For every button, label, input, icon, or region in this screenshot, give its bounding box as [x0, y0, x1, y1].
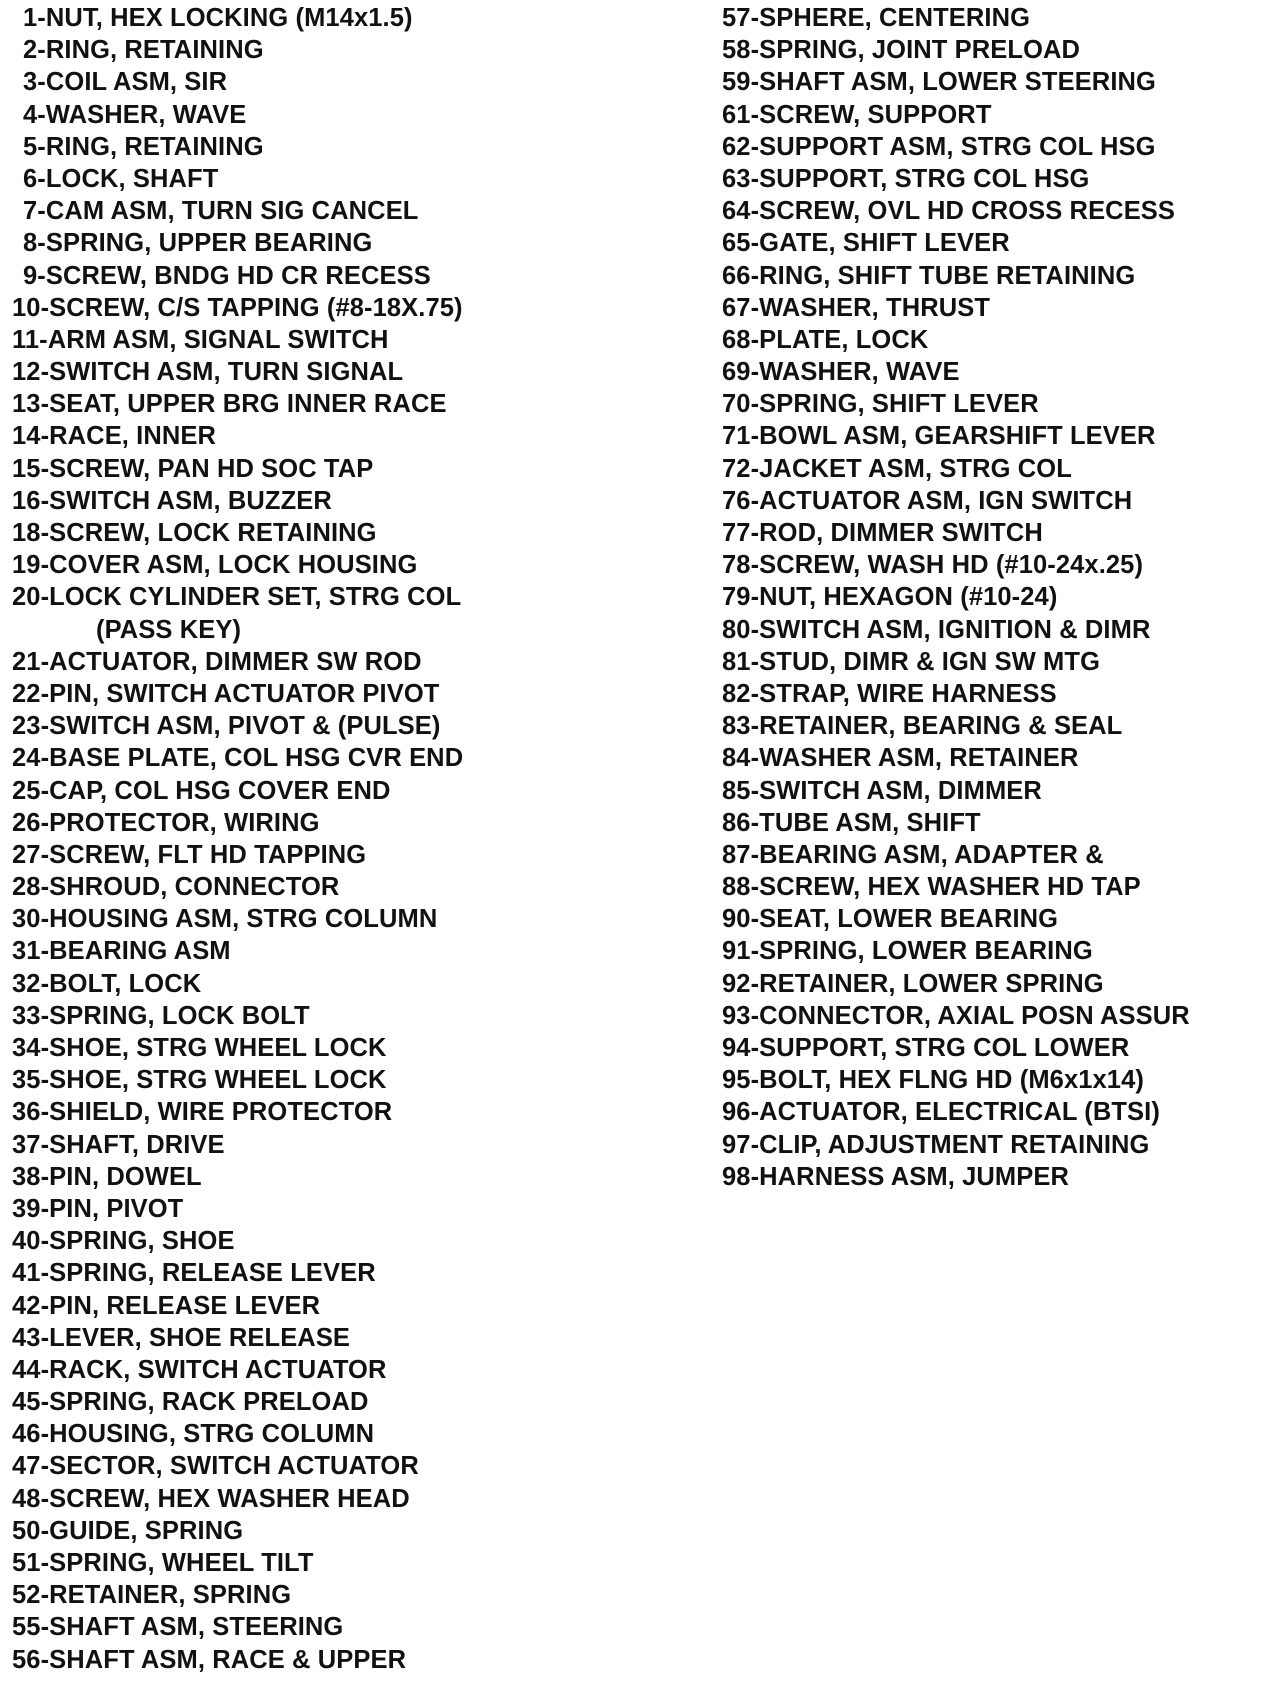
part-entry-continuation: (PASS KEY): [96, 615, 242, 644]
part-entry: 57-SPHERE, CENTERING: [722, 4, 1031, 32]
part-entry: 40-SPRING, SHOE: [12, 1227, 235, 1256]
part-entry: 96-ACTUATOR, ELECTRICAL (BTSI): [722, 1098, 1160, 1127]
part-entry: 35-SHOE, STRG WHEEL LOCK: [12, 1066, 387, 1095]
part-entry: 44-RACK, SWITCH ACTUATOR: [12, 1355, 387, 1384]
part-entry: 37-SHAFT, DRIVE: [12, 1130, 225, 1159]
part-entry: 46-HOUSING, STRG COLUMN: [12, 1420, 375, 1449]
part-entry: 9-SCREW, BNDG HD CR RECESS: [23, 261, 431, 290]
part-entry: 3-COIL ASM, SIR: [23, 68, 228, 97]
part-entry: 22-PIN, SWITCH ACTUATOR PIVOT: [12, 679, 440, 708]
part-entry: 33-SPRING, LOCK BOLT: [12, 1001, 310, 1030]
part-entry: 98-HARNESS ASM, JUMPER: [722, 1162, 1069, 1191]
part-entry: 19-COVER ASM, LOCK HOUSING: [12, 551, 418, 580]
part-entry: 90-SEAT, LOWER BEARING: [722, 905, 1059, 934]
part-entry: 69-WASHER, WAVE: [722, 358, 960, 387]
part-entry: 6-LOCK, SHAFT: [23, 164, 219, 193]
part-entry: 92-RETAINER, LOWER SPRING: [722, 969, 1104, 998]
part-entry: 58-SPRING, JOINT PRELOAD: [722, 36, 1081, 65]
part-entry: 79-NUT, HEXAGON (#10-24): [722, 583, 1058, 612]
part-entry: 84-WASHER ASM, RETAINER: [722, 744, 1079, 773]
part-entry: 80-SWITCH ASM, IGNITION & DIMR: [722, 615, 1151, 644]
part-entry: 27-SCREW, FLT HD TAPPING: [12, 840, 367, 869]
part-entry: 11-ARM ASM, SIGNAL SWITCH: [12, 325, 389, 354]
part-entry: 66-RING, SHIFT TUBE RETAINING: [722, 261, 1136, 290]
part-entry: 24-BASE PLATE, COL HSG CVR END: [12, 744, 464, 773]
part-entry: 21-ACTUATOR, DIMMER SW ROD: [12, 647, 422, 676]
part-entry: 77-ROD, DIMMER SWITCH: [722, 519, 1043, 547]
part-entry: 67-WASHER, THRUST: [722, 293, 991, 322]
part-entry: 63-SUPPORT, STRG COL HSG: [722, 164, 1090, 193]
part-entry: 23-SWITCH ASM, PIVOT & (PULSE): [12, 712, 441, 741]
part-entry: 15-SCREW, PAN HD SOC TAP: [12, 454, 374, 483]
part-entry: 83-RETAINER, BEARING & SEAL: [722, 712, 1123, 741]
part-entry: 61-SCREW, SUPPORT: [722, 100, 992, 129]
part-entry: 32-BOLT, LOCK: [12, 969, 202, 998]
part-entry: 12-SWITCH ASM, TURN SIGNAL: [12, 358, 404, 387]
part-entry: 62-SUPPORT ASM, STRG COL HSG: [722, 132, 1156, 161]
part-entry: 93-CONNECTOR, AXIAL POSN ASSUR: [722, 1001, 1190, 1030]
part-entry: 87-BEARING ASM, ADAPTER &: [722, 840, 1104, 869]
part-entry: 38-PIN, DOWEL: [12, 1162, 202, 1191]
part-entry: 4-WASHER, WAVE: [23, 100, 247, 129]
part-entry: 51-SPRING, WHEEL TILT: [12, 1549, 314, 1577]
part-entry: 10-SCREW, C/S TAPPING (#8-18X.75): [12, 293, 463, 322]
part-entry: 47-SECTOR, SWITCH ACTUATOR: [12, 1452, 419, 1481]
part-entry: 88-SCREW, HEX WASHER HD TAP: [722, 873, 1141, 902]
parts-list-right: [722, 2, 1262, 1193]
part-entry: 16-SWITCH ASM, BUZZER: [12, 486, 332, 515]
part-entry: 7-CAM ASM, TURN SIG CANCEL: [23, 197, 419, 226]
part-entry: 82-STRAP, WIRE HARNESS: [722, 679, 1057, 708]
part-entry: 41-SPRING, RELEASE LEVER: [12, 1259, 376, 1288]
part-entry: 31-BEARING ASM: [12, 937, 231, 966]
part-entry: 28-SHROUD, CONNECTOR: [12, 873, 340, 902]
part-entry: 91-SPRING, LOWER BEARING: [722, 937, 1093, 966]
part-entry: 30-HOUSING ASM, STRG COLUMN: [12, 905, 438, 934]
parts-list-left: [12, 2, 612, 1676]
part-entry: 45-SPRING, RACK PRELOAD: [12, 1388, 369, 1417]
part-entry: 55-SHAFT ASM, STEERING: [12, 1613, 344, 1642]
part-entry: 85-SWITCH ASM, DIMMER: [722, 776, 1042, 805]
part-entry: 14-RACE, INNER: [12, 422, 217, 451]
part-entry: 5-RING, RETAINING: [23, 132, 264, 161]
part-entry: 56-SHAFT ASM, RACE & UPPER: [12, 1645, 407, 1674]
part-entry: 95-BOLT, HEX FLNG HD (M6x1x14): [722, 1066, 1144, 1095]
part-entry: 42-PIN, RELEASE LEVER: [12, 1291, 321, 1320]
part-entry: 78-SCREW, WASH HD (#10-24x.25): [722, 551, 1144, 580]
part-entry: 48-SCREW, HEX WASHER HEAD: [12, 1484, 410, 1513]
part-entry: 65-GATE, SHIFT LEVER: [722, 229, 1010, 258]
part-entry: 26-PROTECTOR, WIRING: [12, 808, 320, 837]
part-entry: 81-STUD, DIMR & IGN SW MTG: [722, 647, 1101, 676]
part-entry: 13-SEAT, UPPER BRG INNER RACE: [12, 390, 447, 419]
part-entry: 36-SHIELD, WIRE PROTECTOR: [12, 1098, 393, 1127]
part-entry: 59-SHAFT ASM, LOWER STEERING: [722, 68, 1156, 97]
part-entry: 18-SCREW, LOCK RETAINING: [12, 519, 377, 547]
part-entry: 71-BOWL ASM, GEARSHIFT LEVER: [722, 422, 1156, 451]
part-entry: 68-PLATE, LOCK: [722, 325, 929, 354]
part-entry: 86-TUBE ASM, SHIFT: [722, 808, 981, 837]
part-entry: 43-LEVER, SHOE RELEASE: [12, 1323, 351, 1352]
part-entry: 25-CAP, COL HSG COVER END: [12, 776, 391, 805]
part-entry: 20-LOCK CYLINDER SET, STRG COL: [12, 583, 462, 612]
part-entry: 97-CLIP, ADJUSTMENT RETAINING: [722, 1130, 1150, 1159]
part-entry: 34-SHOE, STRG WHEEL LOCK: [12, 1034, 387, 1062]
part-entry: 94-SUPPORT, STRG COL LOWER: [722, 1034, 1130, 1062]
part-entry: 76-ACTUATOR ASM, IGN SWITCH: [722, 486, 1133, 515]
part-entry: 8-SPRING, UPPER BEARING: [23, 229, 373, 258]
part-entry: 50-GUIDE, SPRING: [12, 1516, 244, 1545]
part-entry: 2-RING, RETAINING: [23, 36, 264, 65]
part-entry: 39-PIN, PIVOT: [12, 1194, 184, 1223]
part-entry: 70-SPRING, SHIFT LEVER: [722, 390, 1039, 419]
part-entry: 1-NUT, HEX LOCKING (M14x1.5): [23, 4, 413, 32]
part-entry: 72-JACKET ASM, STRG COL: [722, 454, 1072, 483]
part-entry: 64-SCREW, OVL HD CROSS RECESS: [722, 197, 1176, 226]
part-entry: 52-RETAINER, SPRING: [12, 1581, 292, 1610]
